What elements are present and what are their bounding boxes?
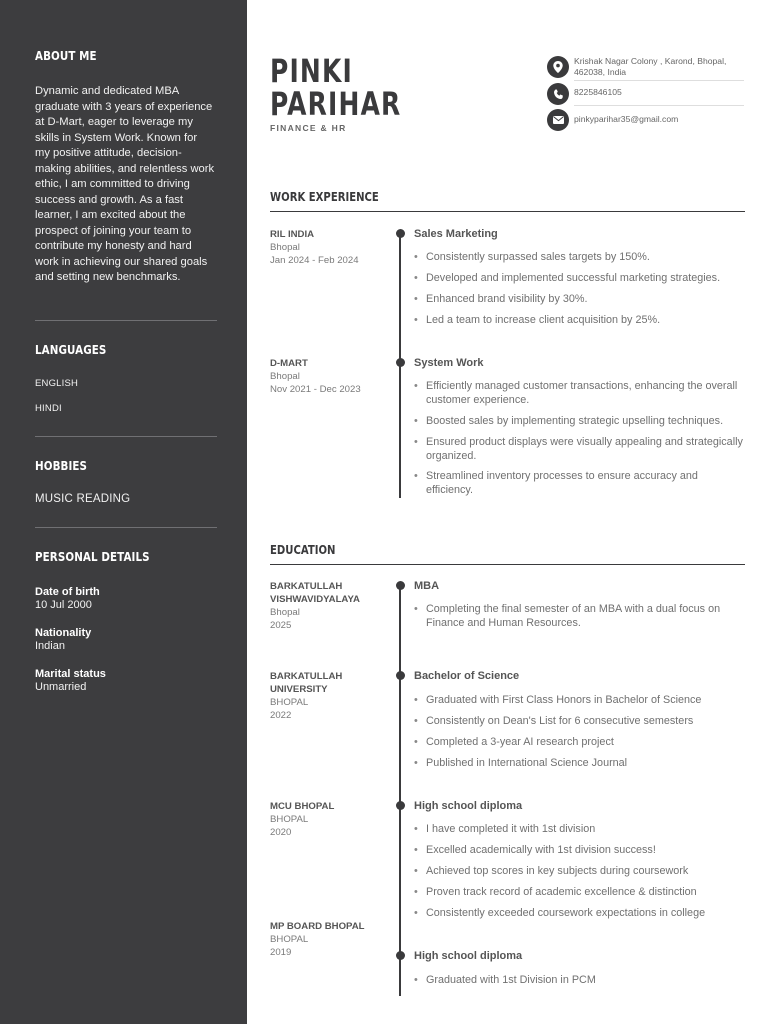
section-rule — [270, 564, 745, 565]
timeline-dot — [396, 581, 405, 590]
education-timeline — [399, 585, 401, 996]
job-dates: Jan 2024 - Feb 2024 — [270, 255, 359, 266]
divider — [35, 436, 217, 437]
employer: RIL INDIA — [270, 229, 315, 240]
mail-icon — [547, 109, 569, 131]
sidebar — [0, 0, 247, 1024]
personal-details-heading: PERSONAL DETAILS — [35, 550, 150, 564]
degree: High school diploma — [414, 950, 523, 962]
dob-value: 10 Jul 2000 — [35, 599, 92, 611]
education-bullet: • Completed a 3-year AI research project — [414, 736, 744, 750]
institution-location: BHOPAL — [270, 934, 309, 945]
language-item: ENGLISH — [35, 378, 79, 389]
location-pin-icon — [547, 56, 569, 78]
email-text[interactable]: pinkyparihar35@gmail.com — [574, 114, 679, 124]
last-name: PARIHAR — [270, 85, 402, 123]
section-rule — [270, 211, 745, 212]
timeline-dot — [396, 229, 405, 238]
institution-location: BHOPAL — [270, 814, 309, 825]
work-experience-heading: WORK EXPERIENCE — [270, 190, 379, 204]
divider — [574, 80, 744, 81]
dob-label: Date of birth — [35, 586, 100, 598]
education-bullet: • Excelled academically with 1st division success! — [414, 844, 744, 858]
job-role: Sales Marketing — [414, 228, 498, 240]
job-location: Bhopal — [270, 242, 300, 253]
job-bullet: • Efficiently managed customer transactions, enhancing the overall customer experience. — [414, 380, 744, 407]
about-heading: ABOUT ME — [35, 49, 97, 63]
degree: MBA — [414, 580, 440, 592]
job-bullet: • Developed and implemented successful marketing strategies. — [414, 272, 744, 286]
job-bullet: • Ensured product displays were visually appealing and strategically organized. — [414, 436, 744, 463]
address-text: Krishak Nagar Colony , Karond, Bhopal, 462038, India — [574, 56, 727, 77]
job-role: System Work — [414, 357, 484, 369]
hobbies-heading: HOBBIES — [35, 459, 88, 473]
timeline-dot — [396, 951, 405, 960]
education-heading: EDUCATION — [270, 543, 336, 557]
education-bullet: • Consistently on Dean's List for 6 consecutive semesters — [414, 715, 744, 729]
nationality-label: Nationality — [35, 627, 92, 639]
graduation-year: 2025 — [270, 620, 292, 631]
degree: High school diploma — [414, 800, 523, 812]
language-item: HINDI — [35, 403, 62, 414]
education-bullet: • Proven track record of academic excellence & distinction — [414, 886, 744, 900]
hobby-item: MUSIC READING — [35, 493, 131, 505]
divider — [35, 320, 217, 321]
institution: BARKATULLAH VISHWAVIDYALAYA — [270, 581, 360, 605]
education-bullet: • Achieved top scores in key subjects during coursework — [414, 865, 744, 879]
timeline-dot — [396, 358, 405, 367]
education-bullet: • Graduated with 1st Division in PCM — [414, 974, 744, 988]
languages-heading: LANGUAGES — [35, 343, 107, 357]
job-bullet: • Boosted sales by implementing strategic upselling techniques. — [414, 415, 744, 429]
nationality-value: Indian — [35, 640, 65, 652]
institution: BARKATULLAH UNIVERSITY — [270, 671, 343, 695]
degree: Bachelor of Science — [414, 670, 520, 682]
about-text: Dynamic and dedicated MBA graduate with 3 years of experience at D-Mart, eager to leverage my skills in System Work. Known for my positive attitude, decision-making abilities, and relentless work ethic, I am committed to driving success and growth. As a fast learner, I am excited about the prospect of joining your team to contribute my honesty and hard work in achieving our shared goals and setting new benchmarks. — [35, 85, 215, 283]
phone-text[interactable]: 8225846105 — [574, 87, 622, 97]
graduation-year: 2020 — [270, 827, 292, 838]
graduation-year: 2022 — [270, 710, 292, 721]
education-bullet: • I have completed it with 1st division — [414, 823, 744, 837]
education-bullet: • Completing the final semester of an MBA with a dual focus on Finance and Human Resources. — [414, 603, 744, 630]
education-bullet: • Consistently exceeded coursework expectations in college — [414, 907, 744, 921]
first-name: PINKI — [270, 52, 353, 90]
graduation-year: 2019 — [270, 947, 292, 958]
divider — [35, 527, 217, 528]
marital-status-label: Marital status — [35, 668, 106, 680]
institution: MP BOARD BHOPAL — [270, 921, 365, 932]
institution-location: Bhopal — [270, 607, 300, 618]
job-dates: Nov 2021 - Dec 2023 — [270, 384, 361, 395]
institution-location: BHOPAL — [270, 697, 309, 708]
job-bullet: • Streamlined inventory processes to ensure accuracy and efficiency. — [414, 470, 744, 497]
employer: D-MART — [270, 358, 308, 369]
divider — [574, 105, 744, 106]
education-bullet: • Graduated with First Class Honors in Bachelor of Science — [414, 694, 744, 708]
job-location: Bhopal — [270, 371, 300, 382]
marital-status-value: Unmarried — [35, 681, 87, 693]
education-bullet: • Published in International Science Journal — [414, 757, 744, 771]
job-bullet: • Consistently surpassed sales targets by 150%. — [414, 251, 744, 265]
timeline-dot — [396, 801, 405, 810]
job-title: FINANCE & HR — [270, 123, 347, 133]
institution: MCU BHOPAL — [270, 801, 335, 812]
job-bullet: • Led a team to increase client acquisition by 25%. — [414, 314, 744, 328]
phone-icon — [547, 83, 569, 105]
timeline-dot — [396, 671, 405, 680]
job-bullet: • Enhanced brand visibility by 30%. — [414, 293, 744, 307]
